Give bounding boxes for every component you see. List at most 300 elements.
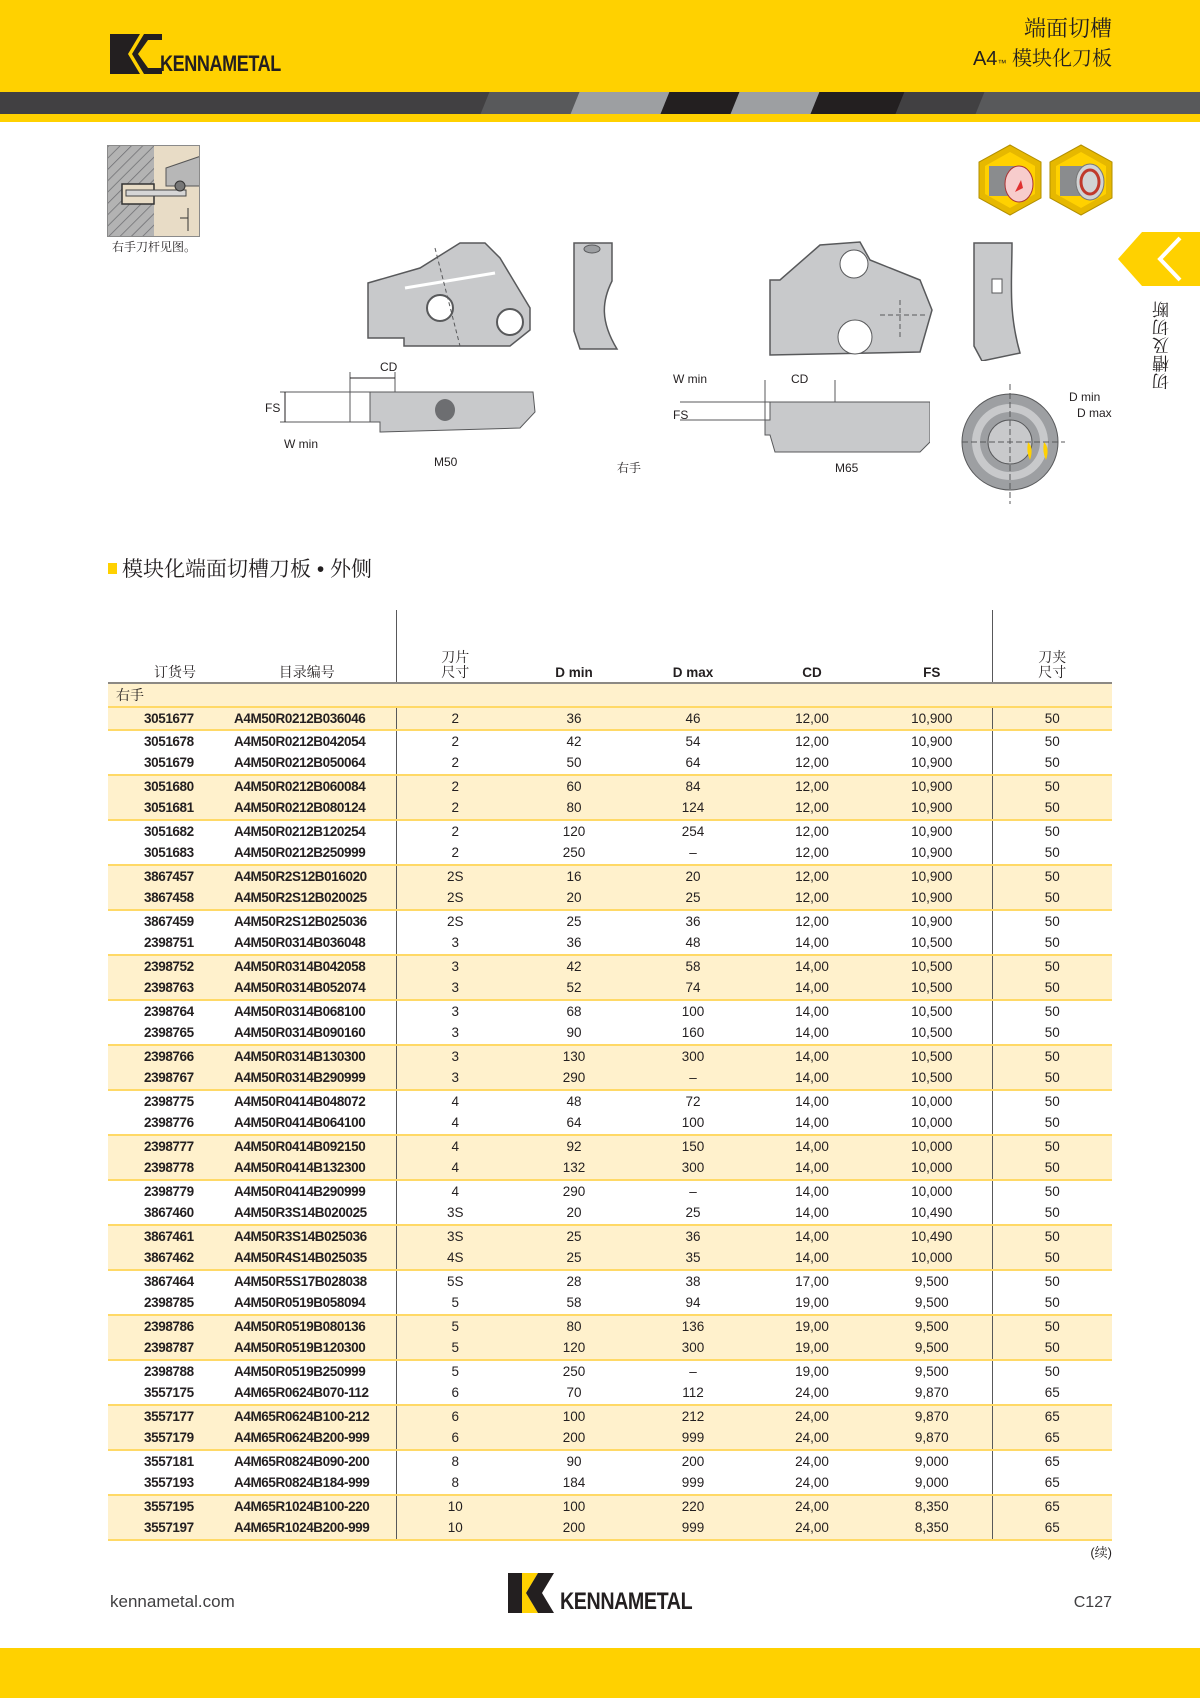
cell-order: 3867457 [108, 865, 218, 888]
header-stripe-band [0, 92, 1200, 114]
cell-cd: 14,00 [752, 1090, 872, 1113]
cell-dmin: 48 [514, 1090, 634, 1113]
cell-catalog: A4M50R0212B250999 [218, 842, 396, 865]
cell-holder: 50 [1044, 1295, 1060, 1311]
cell-fs: 10,900 [872, 842, 992, 865]
cell-holder: 50 [992, 1067, 1112, 1090]
cell-size: 5 [451, 1295, 459, 1311]
table-row [108, 977, 1112, 1000]
cell-cd: 14,00 [752, 977, 872, 1000]
cell-cd: 17,00 [752, 1270, 872, 1293]
cell-dmax: 300 [634, 1157, 752, 1180]
section-title: 模块化端面切槽刀板 • 外侧 [108, 553, 372, 583]
cell-fs: 10,490 [872, 1225, 992, 1248]
cell-catalog: A4M50R0414B290999 [218, 1180, 396, 1203]
cell-order: 3557181 [108, 1450, 218, 1473]
cell-cd: 19,00 [752, 1337, 872, 1360]
cell-fs: 10,500 [872, 1000, 992, 1023]
cell-dmin: 100 [514, 1405, 634, 1428]
cell-holder: 50 [992, 1000, 1112, 1023]
cell-order: 2398788 [108, 1360, 218, 1383]
cd-label-m65: CD [791, 372, 809, 386]
cell-holder: 65 [992, 1450, 1112, 1473]
table-row [108, 1202, 1112, 1225]
cell-size: 3 [396, 1067, 514, 1090]
cell-cd: 14,00 [752, 1180, 872, 1203]
cell-fs: 9,000 [872, 1450, 992, 1473]
cell-cd: 24,00 [752, 1405, 872, 1428]
cell-size: 2 [396, 707, 514, 730]
table-row [108, 797, 1112, 820]
cell-size: 8 [396, 1450, 514, 1473]
table-row [108, 955, 1112, 978]
table-row [108, 1045, 1112, 1068]
title-line1: 端面切槽 [1023, 16, 1112, 41]
cell-order: 3557193 [144, 1475, 194, 1491]
cell-holder: 65 [1044, 1475, 1060, 1491]
right-hand-label: 右手 [617, 461, 642, 475]
cell-cd: 12,00 [752, 865, 872, 888]
cell-cd: 12,00 [795, 755, 829, 771]
cell-cd: 12,00 [795, 845, 829, 861]
cell-order: 3867461 [108, 1225, 218, 1248]
cell-dmax: 150 [634, 1135, 752, 1158]
cell-cd: 14,00 [795, 1115, 829, 1131]
cell-fs: 9,500 [872, 1292, 992, 1315]
cell-order: 2398778 [108, 1157, 218, 1180]
cell-size: 2S [396, 887, 514, 910]
brand-wordmark: KENNAMETAL [160, 51, 281, 76]
table-row [108, 1135, 1112, 1158]
cell-size: 4 [396, 1180, 514, 1203]
cell-catalog: A4M50R0212B120254 [218, 820, 396, 843]
cell-holder: 50 [1044, 1115, 1060, 1131]
cell-dmax: 200 [634, 1450, 752, 1473]
subheading-right-hand: 右手 [108, 683, 1112, 707]
cell-order: 3867460 [144, 1205, 194, 1221]
cell-catalog: A4M50R0314B036048 [218, 932, 396, 955]
cell-order: 3557175 [144, 1385, 194, 1401]
table-row [108, 1000, 1112, 1023]
cell-cd: 14,00 [752, 1157, 872, 1180]
cell-order: 3051679 [144, 755, 194, 771]
page-header [0, 0, 1200, 92]
cell-catalog: A4M65R0624B100-212 [218, 1405, 396, 1428]
cell-size: 2S [396, 865, 514, 888]
cell-catalog: A4M50R0414B064100 [218, 1112, 396, 1135]
cell-order: 2398763 [108, 977, 218, 1000]
cell-dmax: 300 [634, 1045, 752, 1068]
cell-catalog: A4M50R0414B092150 [218, 1135, 396, 1158]
cell-order: 2398776 [144, 1115, 194, 1131]
cell-fs: 10,500 [872, 955, 992, 978]
table-row [108, 910, 1112, 933]
cell-cd: 24,00 [752, 1427, 872, 1450]
table-row [108, 730, 1112, 753]
cell-dmin: 100 [514, 1495, 634, 1518]
cell-dmin: 250 [514, 1360, 634, 1383]
cell-dmin: 16 [514, 865, 634, 888]
cell-order: 3051678 [108, 730, 218, 753]
cell-cd: 19,00 [795, 1295, 829, 1311]
cell-size: 2 [451, 845, 459, 861]
cell-dmin: 36 [514, 707, 634, 730]
cell-dmax: 48 [685, 935, 701, 951]
cell-holder: 50 [992, 1315, 1112, 1338]
cell-catalog: A4M50R3S14B020025 [218, 1202, 396, 1225]
cell-dmin: 70 [566, 1385, 582, 1401]
col-insert-size: 刀片 尺寸 [396, 610, 514, 683]
cell-size: 3 [396, 955, 514, 978]
table-row [108, 1180, 1112, 1203]
footer-yellow-bar [0, 1648, 1200, 1698]
cell-order: 3051681 [108, 797, 218, 820]
cell-fs: 10,000 [872, 1180, 992, 1203]
cell-catalog: A4M65R0624B070-112 [218, 1382, 396, 1405]
cell-order: 3867458 [108, 887, 218, 910]
m50-side-view-drawing [572, 241, 622, 351]
cell-catalog: A4M65R0624B200-999 [218, 1427, 396, 1450]
cell-dmax: 36 [634, 910, 752, 933]
cell-size: 3 [396, 1045, 514, 1068]
section-chevron-tab[interactable] [1118, 232, 1200, 286]
cell-size: 2S [396, 910, 514, 933]
cell-order: 2398787 [108, 1337, 218, 1360]
cell-dmax: 999 [634, 1517, 752, 1540]
cell-dmax: 46 [634, 707, 752, 730]
cell-order: 3051680 [108, 775, 218, 798]
cell-fs: 9,500 [872, 1337, 992, 1360]
table-row [108, 1337, 1112, 1360]
cell-cd: 14,00 [752, 1247, 872, 1270]
cell-order: 2398775 [108, 1090, 218, 1113]
cell-size: 4S [396, 1247, 514, 1270]
cell-cd: 14,00 [795, 935, 829, 951]
cell-holder: 50 [992, 1360, 1112, 1383]
cell-fs: 9,870 [872, 1405, 992, 1428]
cell-cd: 14,00 [752, 955, 872, 978]
cell-holder: 50 [992, 1090, 1112, 1113]
cell-fs: 10,500 [872, 977, 992, 1000]
cell-cd: 24,00 [752, 1495, 872, 1518]
diameter-diagram [960, 382, 1070, 507]
cell-fs: 10,500 [872, 1045, 992, 1068]
dmin-label: D min [1069, 390, 1101, 404]
m65-label: M65 [835, 461, 859, 475]
cell-size: 4 [396, 1157, 514, 1180]
cell-cd: 14,00 [752, 1135, 872, 1158]
cell-holder: 50 [1044, 755, 1060, 771]
cell-order: 3051683 [144, 845, 194, 861]
cell-cd: 14,00 [752, 1045, 872, 1068]
cell-catalog: A4M50R3S14B025036 [218, 1225, 396, 1248]
cell-holder: 50 [992, 1135, 1112, 1158]
header-yellow-rule [0, 114, 1200, 122]
table-row [108, 1517, 1112, 1540]
cell-catalog: A4M50R0212B060084 [218, 775, 396, 798]
cell-catalog: A4M65R1024B100-220 [218, 1495, 396, 1518]
cell-size: 8 [451, 1475, 459, 1491]
cell-size: 2 [396, 775, 514, 798]
cell-holder: 65 [992, 1405, 1112, 1428]
cell-fs: 9,000 [872, 1472, 992, 1495]
cell-holder: 50 [992, 730, 1112, 753]
cell-size: 4 [396, 1090, 514, 1113]
cell-dmax: 64 [685, 755, 701, 771]
table-row [108, 707, 1112, 730]
cell-size: 2 [396, 797, 514, 820]
cell-holder: 50 [1044, 935, 1060, 951]
cell-dmax: – [634, 1180, 752, 1203]
cell-holder: 65 [992, 1517, 1112, 1540]
cell-fs: 8,350 [872, 1517, 992, 1540]
k-logo-icon [110, 34, 162, 74]
cell-dmax: 38 [634, 1270, 752, 1293]
cell-fs: 10,900 [872, 865, 992, 888]
cell-dmin: 25 [514, 1247, 634, 1270]
cell-catalog: A4M50R0314B068100 [218, 1000, 396, 1023]
cell-dmin: 120 [514, 1337, 634, 1360]
cell-cd: 12,00 [752, 797, 872, 820]
cell-order: 3051677 [108, 707, 218, 730]
m65-insert-drawing [760, 240, 935, 360]
cell-dmin: 90 [514, 1450, 634, 1473]
cell-catalog: A4M50R4S14B025035 [218, 1247, 396, 1270]
cell-catalog: A4M50R0314B042058 [218, 955, 396, 978]
cell-catalog: A4M50R5S17B028038 [218, 1270, 396, 1293]
col-holder-size: 刀夹 尺寸 [992, 610, 1112, 683]
table-row [108, 842, 1112, 865]
cell-holder: 50 [992, 797, 1112, 820]
cell-catalog: A4M50R0314B130300 [218, 1045, 396, 1068]
cell-dmax: 20 [634, 865, 752, 888]
cell-size: 6 [396, 1405, 514, 1428]
product-table [108, 610, 1112, 1541]
cell-dmax: 58 [634, 955, 752, 978]
cell-dmax: 84 [634, 775, 752, 798]
cell-dmax: 25 [634, 887, 752, 910]
cell-cd: 12,00 [752, 887, 872, 910]
cell-cd: 14,00 [752, 1225, 872, 1248]
cell-order: 2398786 [108, 1315, 218, 1338]
cell-holder: 65 [992, 1495, 1112, 1518]
wmin-label-m65: W min [673, 372, 707, 386]
col-dmin: D min [514, 610, 634, 683]
cell-order: 2398752 [108, 955, 218, 978]
cell-fs: 9,500 [872, 1360, 992, 1383]
cell-dmax: 136 [634, 1315, 752, 1338]
table-row [108, 1067, 1112, 1090]
cell-cd: 14,00 [795, 1205, 829, 1221]
table-row [108, 1360, 1112, 1383]
cell-holder: 50 [1044, 845, 1060, 861]
cell-holder: 50 [992, 1337, 1112, 1360]
continued-note: (续) [1090, 1545, 1112, 1560]
col-catalog-number: 目录编号 [218, 610, 396, 683]
cell-catalog: A4M50R0212B080124 [218, 797, 396, 820]
footer-website-link[interactable]: kennametal.com [110, 1592, 235, 1611]
right-hand-holder-thumbnail [107, 145, 200, 237]
cell-dmin: 42 [514, 955, 634, 978]
m50-insert-drawing [360, 238, 540, 353]
cell-holder: 50 [992, 820, 1112, 843]
cell-order: 2398767 [108, 1067, 218, 1090]
cell-order: 3557195 [108, 1495, 218, 1518]
cell-cd: 12,00 [752, 820, 872, 843]
table-row [108, 1225, 1112, 1248]
cell-order: 3051682 [108, 820, 218, 843]
cell-order: 3557179 [108, 1427, 218, 1450]
cell-order: 2398751 [144, 935, 194, 951]
cell-size: 5 [396, 1315, 514, 1338]
cell-holder: 50 [992, 1157, 1112, 1180]
cell-holder: 50 [992, 910, 1112, 933]
cell-holder: 50 [992, 1225, 1112, 1248]
cell-fs: 10,900 [872, 707, 992, 730]
cell-fs: 8,350 [872, 1495, 992, 1518]
cell-holder: 50 [1044, 1025, 1060, 1041]
cell-order: 2398777 [108, 1135, 218, 1158]
cell-dmin: 64 [566, 1115, 582, 1131]
cell-dmin: 184 [562, 1475, 586, 1491]
cell-catalog: A4M50R0314B052074 [218, 977, 396, 1000]
cell-dmin: 290 [514, 1180, 634, 1203]
cell-dmin: 42 [514, 730, 634, 753]
table-header-row [108, 610, 1112, 683]
cell-size: 3S [396, 1225, 514, 1248]
cell-catalog: A4M50R0212B050064 [218, 752, 396, 775]
cell-fs: 10,000 [872, 1157, 992, 1180]
cell-size: 10 [396, 1517, 514, 1540]
cell-size: 6 [451, 1385, 459, 1401]
cell-fs: 10,000 [872, 1135, 992, 1158]
cell-size: 10 [396, 1495, 514, 1518]
cell-dmin: 58 [566, 1295, 582, 1311]
cell-dmin: 25 [514, 1225, 634, 1248]
table-row [108, 1270, 1112, 1293]
col-fs: FS [872, 610, 992, 683]
table-row [108, 775, 1112, 798]
cell-catalog: A4M50R0314B290999 [218, 1067, 396, 1090]
cell-holder: 50 [1044, 1205, 1060, 1221]
table-row [108, 1315, 1112, 1338]
cell-cd: 19,00 [752, 1360, 872, 1383]
cell-dmin: 290 [514, 1067, 634, 1090]
cell-dmax: 124 [634, 797, 752, 820]
cell-dmin: 200 [514, 1517, 634, 1540]
cell-fs: 10,900 [872, 797, 992, 820]
cell-cd: 19,00 [752, 1315, 872, 1338]
cell-catalog: A4M50R2S12B020025 [218, 887, 396, 910]
cell-order: 3867459 [108, 910, 218, 933]
wmin-label-m50: W min [284, 437, 318, 451]
cell-dmin: 200 [514, 1427, 634, 1450]
cell-catalog: A4M50R2S12B016020 [218, 865, 396, 888]
table-row [108, 1472, 1112, 1495]
table-row [108, 752, 1112, 775]
cell-order: 3867462 [108, 1247, 218, 1270]
k-logo-icon [508, 1573, 560, 1613]
cell-catalog: A4M65R0824B090-200 [218, 1450, 396, 1473]
face-grooving-icon [977, 144, 1043, 216]
cell-dmax: 35 [634, 1247, 752, 1270]
cell-cd: 12,00 [752, 910, 872, 933]
cell-catalog: A4M50R0314B090160 [218, 1022, 396, 1045]
cell-catalog: A4M65R0824B184-999 [218, 1472, 396, 1495]
cell-fs: 10,500 [872, 1022, 992, 1045]
cell-holder: 65 [1044, 1385, 1060, 1401]
cell-cd: 12,00 [752, 707, 872, 730]
cell-catalog: A4M50R0212B042054 [218, 730, 396, 753]
cell-catalog: A4M50R0519B080136 [218, 1315, 396, 1338]
cell-dmin: 132 [514, 1157, 634, 1180]
cell-fs: 10,500 [872, 1067, 992, 1090]
cell-cd: 24,00 [795, 1385, 829, 1401]
col-dmax: D max [634, 610, 752, 683]
cell-dmax: 94 [685, 1295, 701, 1311]
cell-order: 2398764 [108, 1000, 218, 1023]
cell-size: 5S [396, 1270, 514, 1293]
kennametal-logo [110, 34, 307, 74]
cell-order: 3557177 [108, 1405, 218, 1428]
cell-catalog: A4M50R0519B250999 [218, 1360, 396, 1383]
cell-size: 5 [396, 1360, 514, 1383]
cell-order: 2398765 [144, 1025, 194, 1041]
cell-dmin: 250 [562, 845, 586, 861]
cell-size: 4 [451, 1115, 459, 1131]
holder-illustration-icon [108, 146, 200, 237]
cell-catalog: A4M65R1024B200-999 [218, 1517, 396, 1540]
cell-dmax: – [634, 1360, 752, 1383]
cell-dmax: 25 [685, 1205, 701, 1221]
cell-dmin: 60 [514, 775, 634, 798]
table-row [108, 1022, 1112, 1045]
cell-dmax: 212 [634, 1405, 752, 1428]
cell-dmin: 90 [566, 1025, 582, 1041]
cell-fs: 9,500 [872, 1270, 992, 1293]
cell-fs: 10,000 [872, 1090, 992, 1113]
fs-label-m65: FS [673, 408, 689, 422]
cell-order: 3557197 [108, 1517, 218, 1540]
face-groove-ring-icon [1048, 144, 1114, 216]
cell-catalog: A4M50R0212B036046 [218, 707, 396, 730]
cell-fs: 10,490 [872, 1202, 992, 1225]
cell-fs: 10,900 [872, 775, 992, 798]
table-row [108, 1247, 1112, 1270]
table-row [108, 887, 1112, 910]
cell-dmax: 36 [634, 1225, 752, 1248]
footer-kennametal-logo [508, 1573, 721, 1613]
cell-size: 4 [396, 1135, 514, 1158]
cell-size: 3 [396, 1000, 514, 1023]
yellow-square-bullet-icon [108, 563, 117, 574]
cell-holder: 50 [992, 1045, 1112, 1068]
page-number: C127 [1073, 1594, 1112, 1611]
cell-dmax: 254 [634, 820, 752, 843]
dmax-label: D max [1077, 406, 1112, 420]
table-row [108, 1382, 1112, 1405]
cell-holder: 50 [992, 955, 1112, 978]
cell-catalog: A4M50R0414B132300 [218, 1157, 396, 1180]
cell-dmin: 130 [514, 1045, 634, 1068]
table-row [108, 1090, 1112, 1113]
cell-size: 5 [396, 1337, 514, 1360]
cell-fs: 10,900 [872, 820, 992, 843]
title-line2: A4™ 模块化刀板 [972, 48, 1112, 70]
cell-dmin: 28 [514, 1270, 634, 1293]
cell-dmin: 20 [514, 887, 634, 910]
cell-order: 2398766 [108, 1045, 218, 1068]
